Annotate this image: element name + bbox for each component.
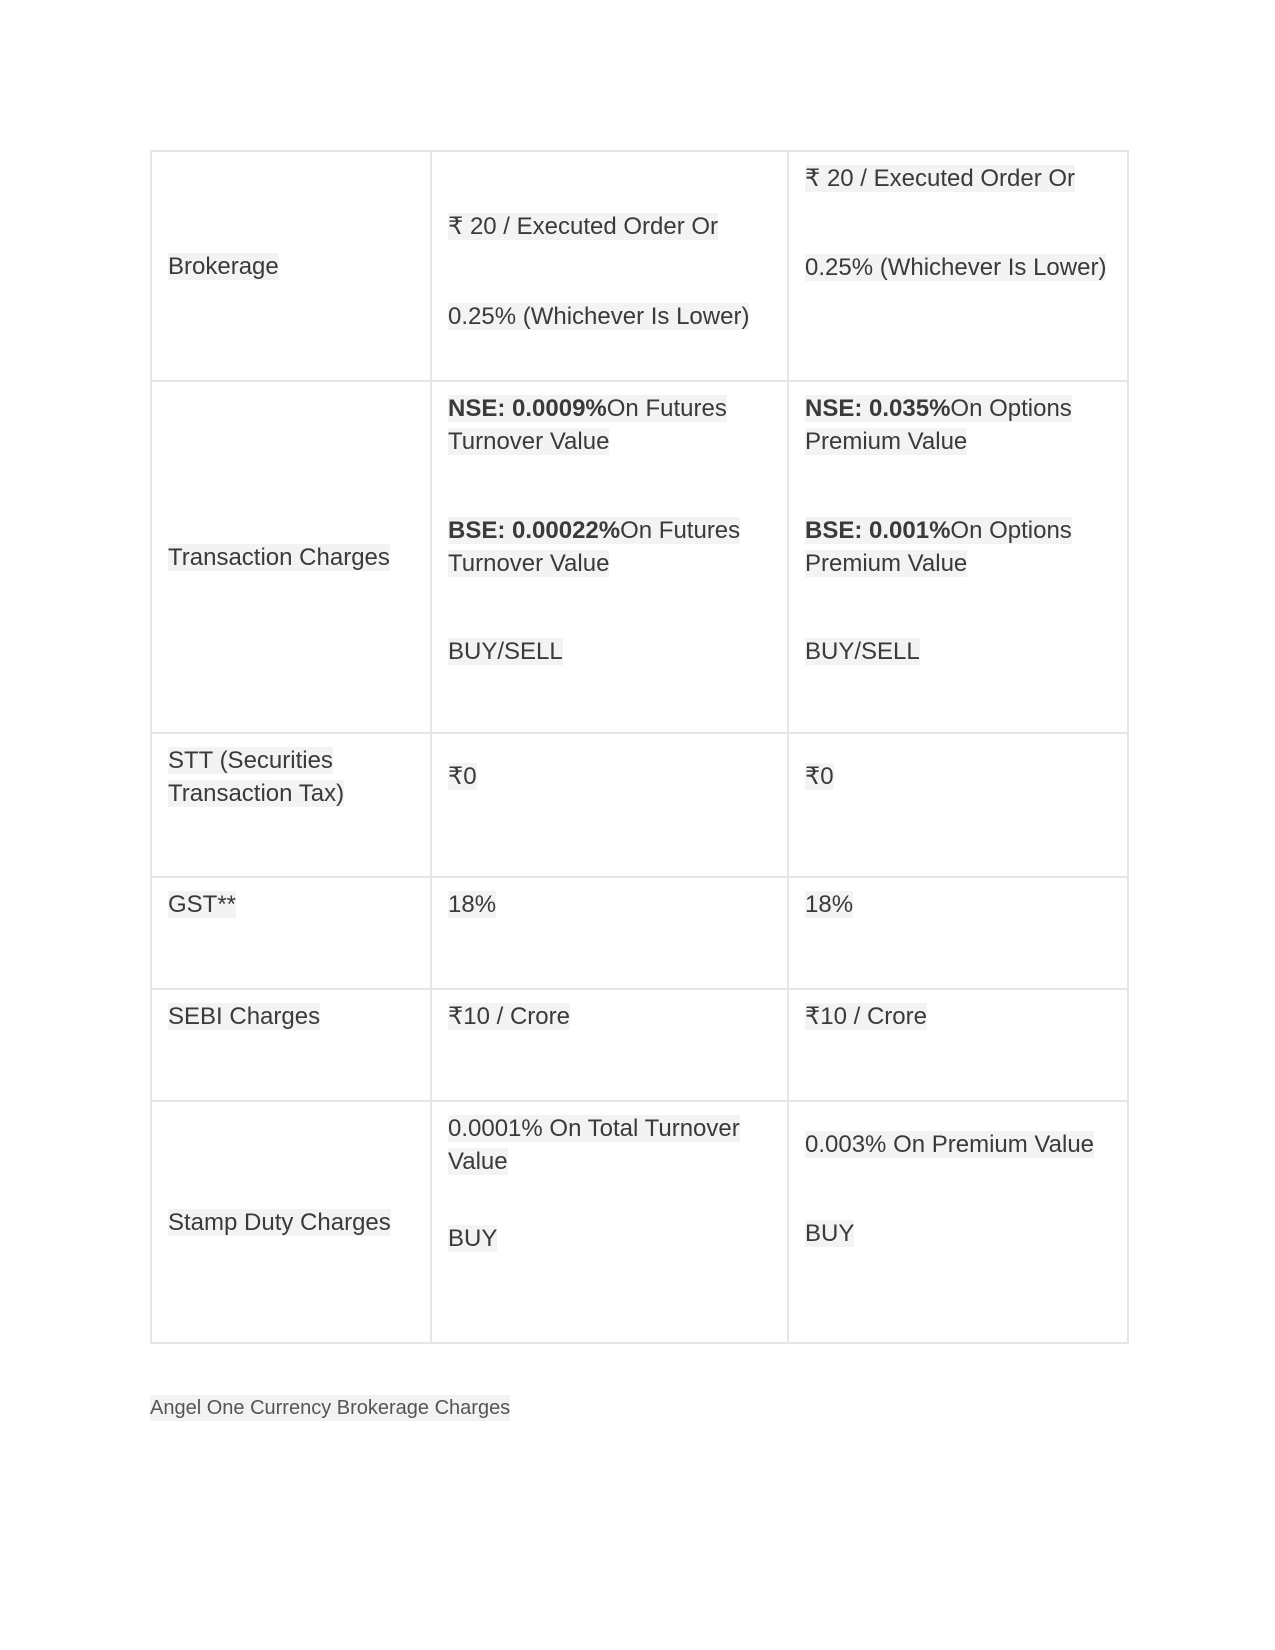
- sebi-options-value: ₹10 / Crore: [805, 1003, 927, 1030]
- stamp-options-side: BUY: [805, 1220, 855, 1247]
- nse-options-text: On Options Premium Value: [805, 395, 1072, 455]
- stamp-futures-side: BUY: [448, 1225, 498, 1252]
- row-label: GST**: [168, 891, 237, 918]
- gst-options-value: 18%: [805, 891, 854, 918]
- options-cell: [788, 989, 1128, 1101]
- charges-table: [150, 150, 1129, 1344]
- options-cell: [788, 877, 1128, 989]
- table-row-stt: [151, 733, 1128, 877]
- nse-futures-text: On Futures Turnover Value: [448, 395, 727, 455]
- bse-options-rate: BSE: 0.001%: [805, 517, 951, 544]
- futures-cell: [431, 989, 788, 1101]
- row-label: Stamp Duty Charges: [168, 1208, 391, 1236]
- options-cell: [788, 151, 1128, 381]
- table-row-transaction: [151, 381, 1128, 733]
- row-label-cell: [151, 381, 431, 733]
- futures-cell: [431, 151, 788, 381]
- bse-futures-text: On Futures Turnover Value: [448, 517, 741, 577]
- table-row-stamp: [151, 1101, 1128, 1343]
- table-caption: Angel One Currency Brokerage Charges: [150, 1397, 511, 1419]
- row-label: STT (Securities Transaction Tax): [168, 747, 345, 807]
- futures-cell: [431, 381, 788, 733]
- stamp-futures-text: 0.0001% On Total Turnover Value: [448, 1115, 740, 1175]
- options-cell: [788, 733, 1128, 877]
- row-label: SEBI Charges: [168, 1003, 321, 1030]
- bse-futures-rate: BSE: 0.00022%: [448, 517, 621, 544]
- gst-futures-value: 18%: [448, 891, 497, 918]
- row-label: Brokerage: [168, 252, 279, 280]
- stt-options-value: ₹0: [805, 763, 834, 790]
- brokerage-futures-line1: ₹ 20 / Executed Order Or: [448, 212, 719, 240]
- nse-futures-rate: NSE: 0.0009%: [448, 395, 607, 422]
- stamp-options-text: 0.003% On Premium Value: [805, 1131, 1095, 1158]
- brokerage-options-line1: ₹ 20 / Executed Order Or: [805, 165, 1076, 192]
- row-label: Transaction Charges: [168, 543, 390, 571]
- options-cell: [788, 381, 1128, 733]
- options-cell: [788, 1101, 1128, 1343]
- table-row-brokerage: [151, 151, 1128, 381]
- row-label-cell: [151, 151, 431, 381]
- row-label-cell: [151, 989, 431, 1101]
- futures-cell: [431, 733, 788, 877]
- sebi-futures-value: ₹10 / Crore: [448, 1003, 570, 1030]
- transaction-options-side: BUY/SELL: [805, 638, 920, 665]
- row-label-cell: [151, 1101, 431, 1343]
- transaction-futures-side: BUY/SELL: [448, 638, 563, 665]
- futures-cell: [431, 1101, 788, 1343]
- table-row-gst: [151, 877, 1128, 989]
- nse-options-rate: NSE: 0.035%: [805, 395, 951, 422]
- row-label-cell: [151, 877, 431, 989]
- futures-cell: [431, 877, 788, 989]
- bse-options-text: On Options Premium Value: [805, 517, 1072, 577]
- brokerage-options-line2: 0.25% (Whichever Is Lower): [805, 254, 1107, 281]
- row-label-cell: [151, 733, 431, 877]
- table-row-sebi: [151, 989, 1128, 1101]
- brokerage-futures-line2: 0.25% (Whichever Is Lower): [448, 302, 750, 330]
- stt-futures-value: ₹0: [448, 763, 477, 790]
